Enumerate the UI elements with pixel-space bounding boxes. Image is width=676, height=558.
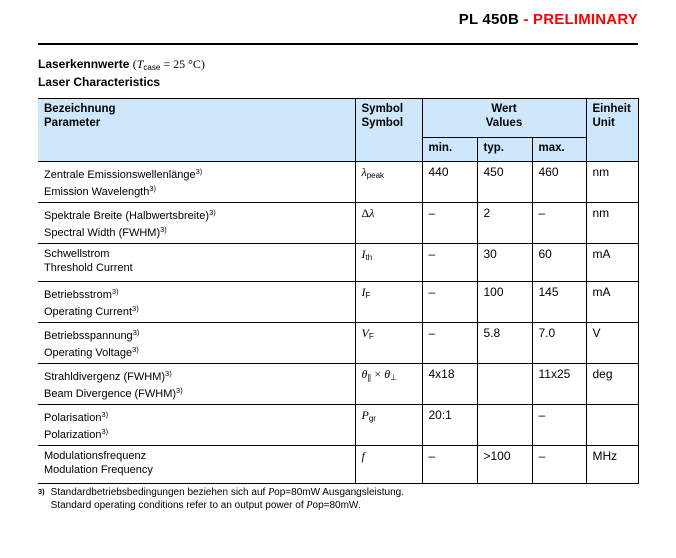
table-row: [38, 323, 638, 364]
value-min: –: [422, 244, 477, 282]
param-name-de: Betriebsstrom$^{3)}$: [44, 287, 119, 301]
param-name-en: Operating Voltage$^{3)}$: [44, 345, 139, 359]
table-row: [38, 162, 638, 203]
param-name-en: Operating Current$^{3)}$: [44, 304, 139, 318]
param-name-en: Emission Wavelength$^{3)}$: [44, 184, 157, 198]
param-name-de: Betriebsspannung$^{3)}$: [44, 328, 140, 342]
laser-table-body: [38, 162, 638, 484]
param-name-cell: [38, 405, 355, 446]
param-name-de: Modulationsfrequenz: [44, 450, 147, 462]
value-unit: mA: [586, 282, 638, 323]
product-model: PL 450B: [458, 11, 520, 28]
value-unit: mA: [586, 244, 638, 282]
param-name-en: Modulation Frequency: [44, 464, 153, 476]
param-symbol: λpeak: [355, 162, 422, 203]
value-max: –: [532, 203, 586, 244]
value-min: –: [422, 446, 477, 484]
param-name-en: Beam Divergence (FWHM)$^{3)}$: [44, 386, 183, 400]
value-min: –: [422, 203, 477, 244]
value-max: 60: [532, 244, 586, 282]
header-parameter-de: Bezeichnung: [44, 103, 116, 115]
param-symbol: Δλ: [355, 203, 422, 244]
header-divider: [38, 43, 638, 45]
footnote-text: [51, 486, 638, 512]
param-name-cell: [38, 203, 355, 244]
param-symbol: Ith: [355, 244, 422, 282]
value-min: –: [422, 282, 477, 323]
value-min: –: [422, 323, 477, 364]
param-symbol: θ∥ × θ⊥: [355, 364, 422, 405]
value-unit: nm: [586, 203, 638, 244]
laser-characteristics-table: [38, 98, 639, 484]
param-symbol: VF: [355, 323, 422, 364]
header-symbol-de: Symbol: [361, 103, 404, 115]
value-unit: [586, 405, 638, 446]
header-values: [422, 99, 586, 138]
value-typ: [477, 405, 532, 446]
param-name-de: Polarisation$^{3)}$: [44, 410, 109, 424]
value-max: 460: [532, 162, 586, 203]
table-row: [38, 244, 638, 282]
param-name-de: Zentrale Emissionswellenlänge$^{3)}$: [44, 167, 203, 181]
value-unit: deg: [586, 364, 638, 405]
value-typ: [477, 364, 532, 405]
value-unit: MHz: [586, 446, 638, 484]
header-min: min.: [422, 138, 477, 162]
param-name-cell: [38, 446, 355, 484]
param-symbol: Pgr: [355, 405, 422, 446]
header-values-en: Values: [485, 117, 523, 129]
param-name-cell: [38, 244, 355, 282]
param-name-de: Strahldivergenz (FWHM)$^{3)}$: [44, 369, 172, 383]
section-title: [38, 57, 205, 90]
doc-header: [38, 11, 638, 28]
header-parameter-en: Parameter: [44, 117, 101, 129]
value-max: 11x25: [532, 364, 586, 405]
table-row: [38, 282, 638, 323]
header-max: max.: [532, 138, 586, 162]
param-name-cell: [38, 364, 355, 405]
value-unit: V: [586, 323, 638, 364]
value-typ: 2: [477, 203, 532, 244]
header-unit-de: Einheit: [592, 103, 631, 115]
value-typ: 5.8: [477, 323, 532, 364]
table-row: [38, 446, 638, 484]
value-min: 440: [422, 162, 477, 203]
value-min: 4x18: [422, 364, 477, 405]
param-name-en: Threshold Current: [44, 262, 133, 274]
param-name-cell: [38, 323, 355, 364]
value-min: 20:1: [422, 405, 477, 446]
header-typ: typ.: [477, 138, 532, 162]
footnote-line-en: Standard operating conditions refer to an output power of Pop=80mW.: [50, 500, 361, 511]
table-row: [38, 203, 638, 244]
header-symbol-en: Symbol: [361, 117, 404, 129]
value-typ: >100: [477, 446, 532, 484]
value-typ: 30: [477, 244, 532, 282]
header-unit: [586, 99, 638, 162]
value-max: –: [532, 405, 586, 446]
value-unit: nm: [586, 162, 638, 203]
param-name-cell: [38, 162, 355, 203]
param-name-en: Spectral Width (FWHM)$^{3)}$: [44, 225, 167, 239]
param-name-en: Polarization$^{3)}$: [44, 427, 109, 441]
section-title-de: Laserkennwerte (Tcase = 25 °C): [38, 57, 205, 72]
table-row: [38, 405, 638, 446]
param-symbol: f: [355, 446, 422, 484]
table-row: [38, 364, 638, 405]
section-title-en: Laser Characteristics: [38, 75, 161, 89]
value-max: 145: [532, 282, 586, 323]
param-name-de: Spektrale Breite (Halbwertsbreite)$^{3)}$: [44, 208, 216, 222]
header-symbol: [355, 99, 422, 162]
value-typ: 100: [477, 282, 532, 323]
header-values-de: Wert: [491, 103, 517, 115]
footnote-mark: 3): [38, 487, 45, 496]
preliminary-status: - PRELIMINARY: [523, 11, 638, 28]
value-max: –: [532, 446, 586, 484]
param-name-de: Schwellstrom: [44, 248, 110, 260]
header-parameter: [38, 99, 355, 162]
value-max: 7.0: [532, 323, 586, 364]
param-name-cell: [38, 282, 355, 323]
value-typ: 450: [477, 162, 532, 203]
header-unit-en: Unit: [592, 117, 615, 129]
footnote: [38, 486, 638, 512]
param-symbol: IF: [355, 282, 422, 323]
footnote-line-de: Standardbetriebsbedingungen beziehen sich auf Pop=80mW Ausgangsleistung.: [50, 487, 404, 498]
